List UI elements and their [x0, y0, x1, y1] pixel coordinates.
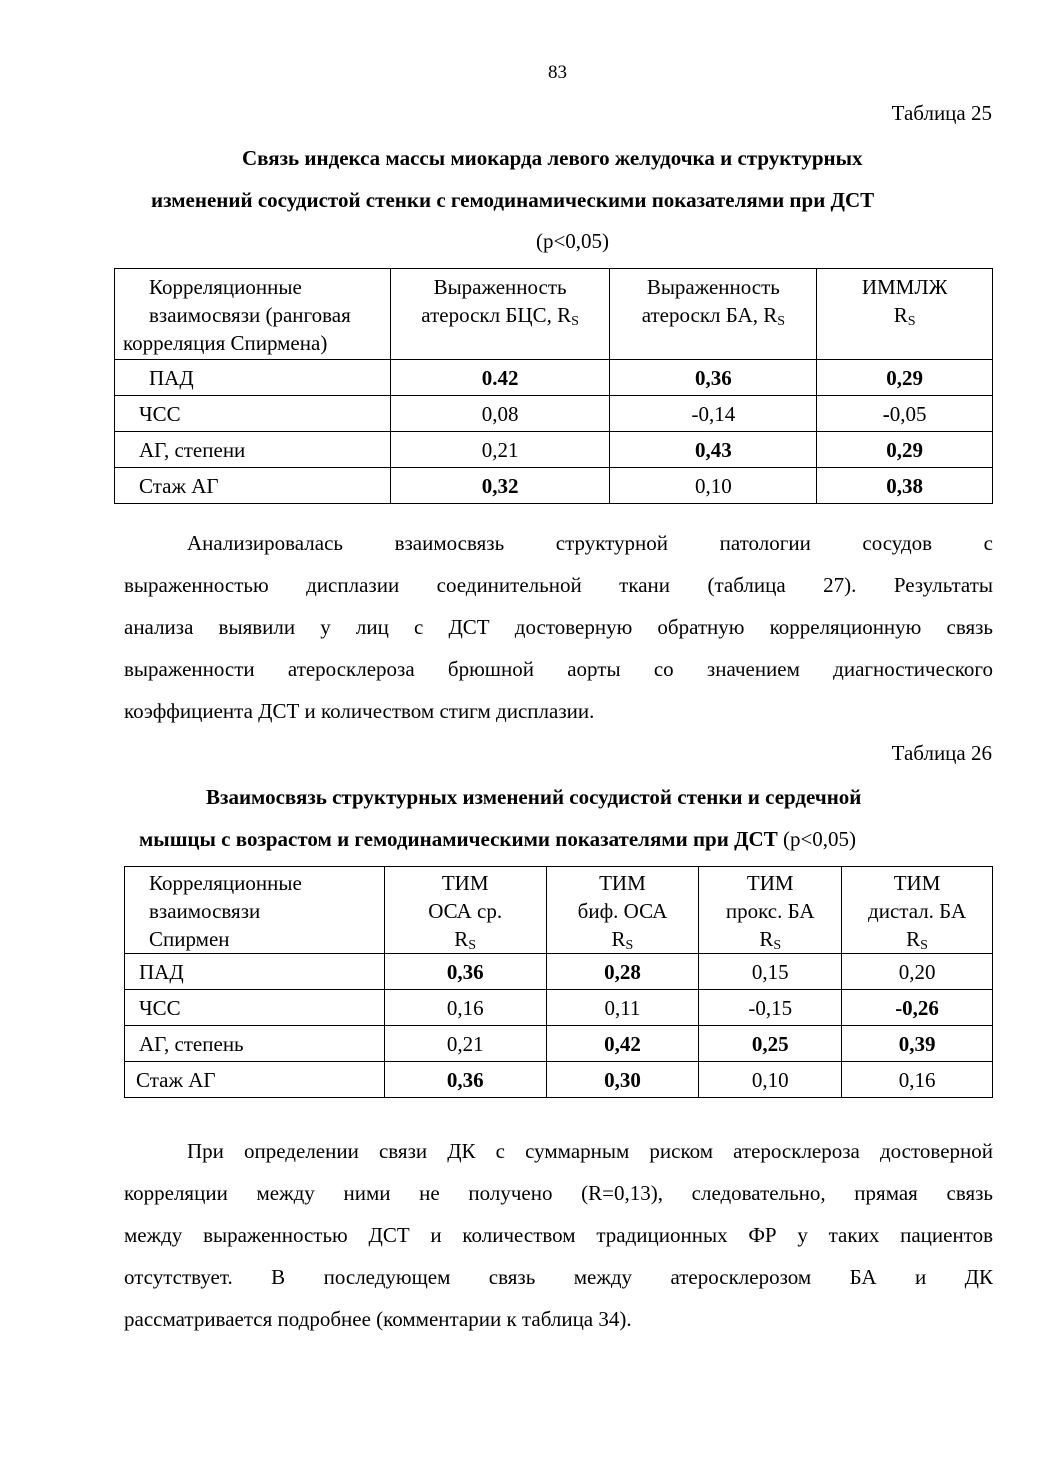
table-cell: 0,43 — [610, 432, 817, 468]
table-cell: 0,28 — [546, 954, 699, 990]
table-cell: 0,11 — [546, 990, 699, 1026]
table-row-label: Стаж АГ — [125, 1062, 385, 1098]
table-row — [125, 1026, 993, 1062]
table-row — [115, 396, 993, 432]
table-row-label: ПАД — [115, 360, 391, 396]
table-cell: -0,15 — [699, 990, 842, 1026]
paragraph-line: При определении связи ДК с суммарным риском атеросклероза достоверной — [187, 1139, 993, 1163]
table-cell: 0,15 — [699, 954, 842, 990]
table-25-label: Таблица 25 — [891, 101, 992, 125]
table-cell: -0,26 — [842, 990, 993, 1026]
table-25 — [114, 268, 993, 504]
table-25-caption-line-1: Связь индекса массы миокарда левого желудочка и структурных — [242, 146, 863, 170]
table-cell: -0,14 — [610, 396, 817, 432]
table-25-caption-line-3: (p<0,05) — [535, 229, 610, 253]
table-cell: 0,30 — [546, 1062, 699, 1098]
table-cell: 0,10 — [699, 1062, 842, 1098]
table-row — [125, 990, 993, 1026]
table-cell: 0,29 — [817, 432, 993, 468]
table-cell: 0,20 — [842, 954, 993, 990]
table-26-header-cell-4: ТИМ прокс. БА $R_S$ — [699, 867, 842, 954]
table-cell: 0,42 — [546, 1026, 699, 1062]
table-26 — [124, 866, 993, 1098]
table-row — [115, 432, 993, 468]
table-cell: 0,36 — [384, 954, 546, 990]
page-number: 83 — [548, 62, 567, 83]
table-row — [125, 954, 993, 990]
paragraph-line: Анализировалась взаимосвязь структурной патологии сосудов с — [187, 531, 993, 555]
table-26-header-cell-5: ТИМ дистал. БА $R_S$ — [842, 867, 993, 954]
table-26-caption-line-1: Взаимосвязь структурных изменений сосудистой стенки и сердечной — [206, 785, 862, 809]
table-row-label: АГ, степень — [125, 1026, 385, 1062]
table-26-caption-line-2: мышцы с возрастом и гемодинамическими показателями при ДСТ (p<0,05) — [139, 827, 857, 851]
table-row-label: ЧСС — [125, 990, 385, 1026]
table-26-header-cell-1: Корреляционные взаимосвязи Спирмен — [125, 867, 385, 954]
table-26-header-row — [125, 867, 993, 954]
paragraph-1 — [124, 522, 993, 732]
table-cell: 0,21 — [384, 1026, 546, 1062]
table-row — [115, 468, 993, 504]
paragraph-line: анализа выявили у лиц с ДСТ достоверную обратную корреляционную связь — [124, 615, 993, 639]
table-cell: 0,21 — [390, 432, 610, 468]
table-25-header-cell-3: Выраженность атероскл БА, $R_S$ — [610, 269, 817, 360]
table-row — [115, 360, 993, 396]
paragraph-line: выраженностью дисплазии соединительной ткани (таблица 27). Результаты — [124, 573, 993, 597]
table-row-label: АГ, степени — [115, 432, 391, 468]
table-cell: -0,05 — [817, 396, 993, 432]
paragraph-line: между выраженностью ДСТ и количеством традиционных ФР у таких пациентов — [124, 1223, 993, 1247]
paragraph-line: рассматривается подробнее (комментарии к таблица 34). — [124, 1307, 632, 1331]
table-cell: 0,39 — [842, 1026, 993, 1062]
table-26-header-cell-2: ТИМ ОСА ср. $R_S$ — [384, 867, 546, 954]
table-25-header-cell-2: Выраженность атероскл БЦС, $R_S$ — [390, 269, 610, 360]
table-cell: 0,32 — [390, 468, 610, 504]
table-row-label: Стаж АГ — [115, 468, 391, 504]
table-row — [125, 1062, 993, 1098]
table-cell: 0,10 — [610, 468, 817, 504]
table-cell: 0,36 — [610, 360, 817, 396]
table-cell: 0,08 — [390, 396, 610, 432]
table-25-caption-line-2: изменений сосудистой стенки с гемодинамическими показателями при ДСТ — [151, 188, 875, 212]
table-26-label: Таблица 26 — [891, 741, 992, 765]
table-cell: 0,25 — [699, 1026, 842, 1062]
table-26-header-cell-3: ТИМ биф. ОСА $R_S$ — [546, 867, 699, 954]
table-cell: 0.42 — [390, 360, 610, 396]
paragraph-line: отсутствует. В последующем связь между атеросклерозом БА и ДК — [124, 1265, 993, 1289]
table-cell: 0,16 — [842, 1062, 993, 1098]
paragraph-line: выраженности атеросклероза брюшной аорты со значением диагностического — [124, 657, 993, 681]
paragraph-line: корреляции между ними не получено (R=0,13), следовательно, прямая связь — [124, 1181, 993, 1205]
table-25-header-cell-1: Корреляционные взаимосвязи (ранговая корреляция Спирмена) — [115, 269, 391, 360]
paragraph-line: коэффициента ДСТ и количеством стигм дисплазии. — [124, 699, 595, 723]
table-row-label: ПАД — [125, 954, 385, 990]
table-cell: 0,29 — [817, 360, 993, 396]
table-25-header-cell-4: ИММЛЖ $R_S$ — [817, 269, 993, 360]
table-cell: 0,16 — [384, 990, 546, 1026]
table-row-label: ЧСС — [115, 396, 391, 432]
table-cell: 0,38 — [817, 468, 993, 504]
table-25-header-row — [115, 269, 993, 360]
paragraph-2 — [124, 1130, 993, 1340]
table-cell: 0,36 — [384, 1062, 546, 1098]
